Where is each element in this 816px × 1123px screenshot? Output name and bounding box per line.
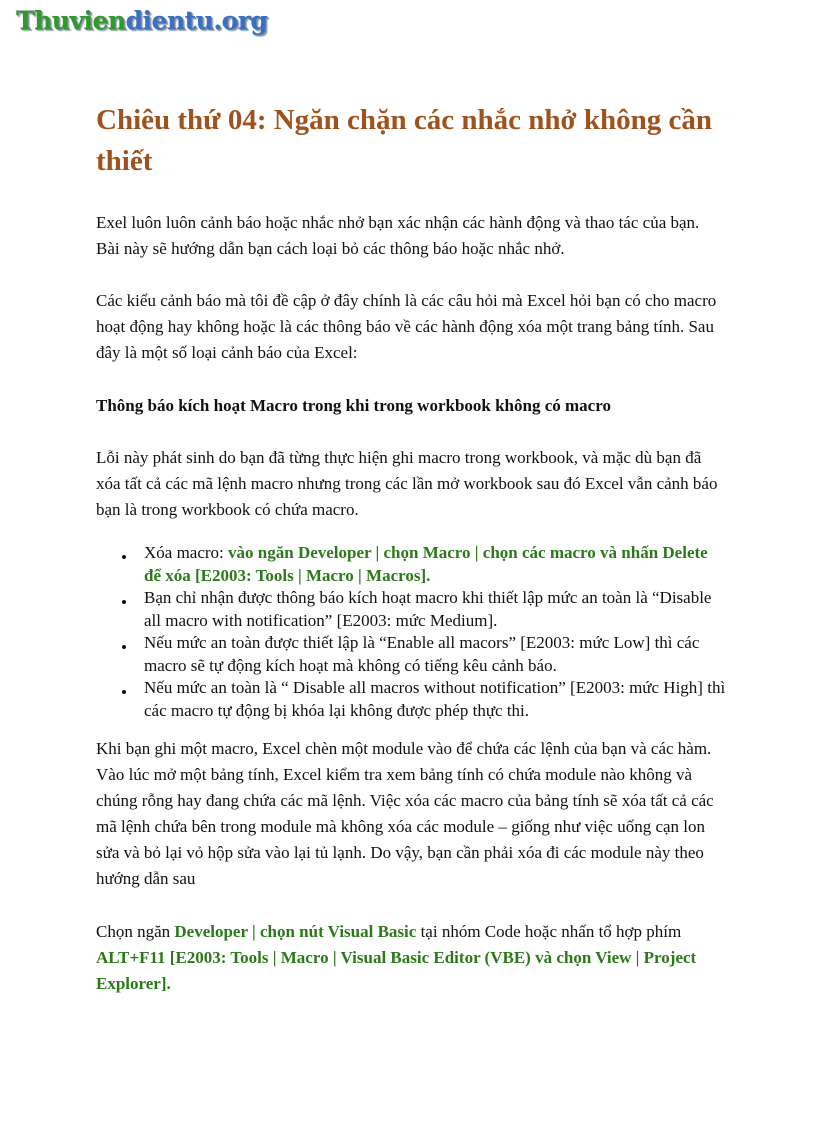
list-item: Nếu mức an toàn được thiết lập là “Enable all macors” [E2003: mức Low] thì các macro sẽ tự động kích hoạt mà không có tiếng kêu cảnh báo. [144, 632, 726, 677]
instruction-paragraph [96, 919, 726, 997]
logo-part-1: Thuvien [16, 6, 126, 35]
document-body [96, 100, 726, 997]
list-item: Bạn chỉ nhận được thông báo kích hoạt macro khi thiết lập mức an toàn là “Disable all macro with notification” [E2003: mức Medium]. [144, 587, 726, 632]
page-title: Chiêu thứ 04: Ngăn chặn các nhắc nhở không cần thiết [96, 104, 712, 177]
instruction-text-2: tại nhóm Code hoặc nhấn tổ hợp phím [416, 922, 682, 941]
list-item [144, 542, 726, 587]
instruction-highlight-1: Developer | chọn nút Visual Basic [174, 922, 417, 941]
section-heading: Thông báo kích hoạt Macro trong khi trong workbook không có macro [96, 396, 611, 415]
logo-part-3: .org [213, 6, 268, 35]
bullet-list [96, 542, 726, 722]
intro-paragraph: Exel luôn luôn cảnh báo hoặc nhắc nhở bạn xác nhận các hành động và thao tác của bạn. Bài này sẽ hướng dẫn bạn cách loại bỏ các thông báo hoặc nhắc nhở. [96, 213, 700, 258]
error-cause-paragraph: Lỗi này phát sinh do bạn đã từng thực hiện ghi macro trong workbook, và mặc dù bạn đã xóa tất cả các mã lệnh macro nhưng trong các lần mở workbook sau đó Excel vẫn cảnh báo bạn là trong workbook có chứa macro. [96, 448, 718, 519]
bullet-1-highlight: vào ngăn Developer | chọn Macro | chọn các macro và nhấn Delete để xóa [E2003: Tools | Macro | Macros]. [144, 543, 708, 585]
site-logo[interactable] [16, 6, 267, 35]
bullet-1-prefix: Xóa macro: [144, 543, 229, 562]
instruction-highlight-2: ALT+F11 [E2003: Tools | Macro | Visual Basic Editor (VBE) và chọn View | Project Explorer]. [96, 948, 697, 993]
module-paragraph: Khi bạn ghi một macro, Excel chèn một module vào để chứa các lệnh của bạn và các hàm. Vào lúc mở một bảng tính, Excel kiểm tra xem bảng tính có chứa module nào không và chúng rỗng hay đang chứa các mã lệnh. Việc xóa các macro của bảng tính sẽ xóa tất cả các mã lệnh chứa bên trong module mà không xóa các module – giống như việc uống cạn lon sửa và bỏ lại vỏ hộp sửa vào lại tủ lạnh. Do vậy, bạn cần phải xóa đi các module này theo hướng dẫn sau [96, 739, 714, 888]
list-item: Nếu mức an toàn là “ Disable all macros without notification” [E2003: mức High] thì các macro tự động bị khóa lại không được phép thực thi. [144, 677, 726, 722]
logo-part-2: dientu [125, 6, 214, 35]
instruction-text-1: Chọn ngăn [96, 922, 175, 941]
warnings-paragraph: Các kiểu cảnh báo mà tôi đề cập ở đây chính là các câu hỏi mà Excel hỏi bạn có cho macro hoạt động hay không hoặc là các thông báo về các hành động xóa một trang bảng tính. Sau đây là một số loại cảnh báo của Excel: [96, 291, 717, 362]
